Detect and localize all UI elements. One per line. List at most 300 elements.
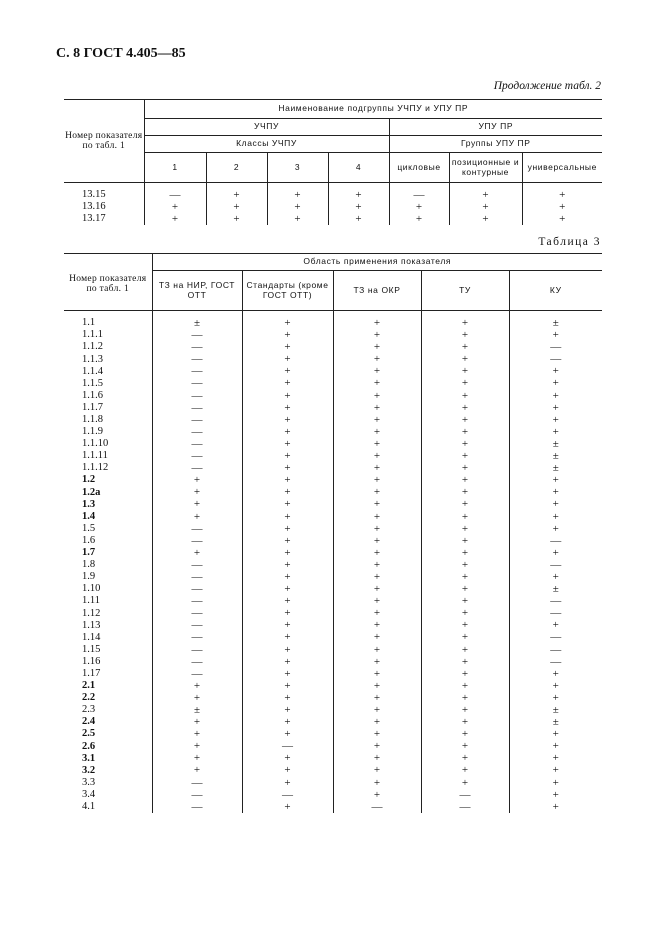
t3-cell: + <box>333 390 421 402</box>
t3-cell: + <box>509 777 602 789</box>
t3-cell: + <box>333 535 421 547</box>
t3-cell: + <box>242 402 333 414</box>
t3-row-number: 1.11 <box>82 595 100 607</box>
t3-cell: + <box>421 486 509 498</box>
t3-cell: + <box>421 311 509 330</box>
table-3 <box>64 253 602 813</box>
t3-cell: + <box>242 498 333 510</box>
t3-cell: + <box>333 764 421 776</box>
t3-cell: — <box>152 353 242 365</box>
t3-cell: + <box>421 353 509 365</box>
t3-cell: + <box>242 486 333 498</box>
t3-row-number: 1.7 <box>82 547 96 559</box>
t2-cell: + <box>267 213 328 225</box>
t3-row <box>64 789 602 801</box>
t3-row-number: 1.17 <box>82 667 101 679</box>
t3-row <box>64 486 602 498</box>
t3-cell: + <box>242 680 333 692</box>
t3-cell: — <box>152 595 242 607</box>
t3-cell: + <box>152 752 242 764</box>
t2-class-3: 3 <box>267 153 328 183</box>
t2-row <box>64 183 602 202</box>
t3-cell: — <box>152 329 242 341</box>
t3-cell: — <box>421 789 509 801</box>
t3-cell: + <box>333 619 421 631</box>
t3-cell: + <box>242 752 333 764</box>
t3-cell: ± <box>152 704 242 716</box>
t3-row <box>64 777 602 789</box>
t3-cell: + <box>333 559 421 571</box>
t3-row <box>64 390 602 402</box>
t3-cell: + <box>421 547 509 559</box>
t3-row-number: 1.1.12 <box>82 462 109 474</box>
t3-cell: + <box>333 583 421 595</box>
t3-row <box>64 311 602 330</box>
t3-cell: — <box>152 450 242 462</box>
t3-cell: — <box>242 740 333 752</box>
t3-cell: + <box>421 559 509 571</box>
t3-row-number: 2.5 <box>82 728 96 740</box>
t2-cell: + <box>522 183 602 202</box>
t3-cell: + <box>421 402 509 414</box>
t3-cell: + <box>242 535 333 547</box>
t3-row-number: 3.4 <box>82 788 96 800</box>
t3-cell: — <box>152 390 242 402</box>
t3-cell: + <box>421 426 509 438</box>
t3-cell: + <box>421 414 509 426</box>
t3-cell: + <box>242 377 333 389</box>
t3-cell: + <box>242 365 333 377</box>
t3-cell: + <box>242 692 333 704</box>
t3-cell: + <box>242 777 333 789</box>
t3-cell: — <box>152 631 242 643</box>
t3-cell: + <box>333 498 421 510</box>
t3-row-number: 1.1.8 <box>82 414 103 426</box>
t2-cell: + <box>328 213 389 225</box>
t3-cell: + <box>333 329 421 341</box>
t3-cell: + <box>509 692 602 704</box>
t3-cell: — <box>152 535 242 547</box>
t3-cell: + <box>509 801 602 813</box>
t3-row-number: 1.1.3 <box>82 353 103 365</box>
t3-cell: + <box>509 547 602 559</box>
t3-cell: + <box>509 752 602 764</box>
t2-cell: + <box>449 201 522 213</box>
t2-class-1: 1 <box>144 153 206 183</box>
t3-row <box>64 692 602 704</box>
t2-groups-header: Группы УПУ ПР <box>389 136 602 153</box>
t3-cell: + <box>509 377 602 389</box>
t3-cell: + <box>509 486 602 498</box>
t3-cell: + <box>242 511 333 523</box>
t3-row <box>64 704 602 716</box>
t2-uchpu-header: УЧПУ <box>144 119 389 136</box>
t2-class-4: 4 <box>328 153 389 183</box>
t2-row <box>64 201 602 213</box>
table3-caption: Таблица 3 <box>538 236 601 248</box>
t2-cell: + <box>328 201 389 213</box>
t2-cell: + <box>144 201 206 213</box>
t3-cell: — <box>509 607 602 619</box>
t3-row-number: 1.3 <box>82 498 96 510</box>
t3-cell: — <box>509 644 602 656</box>
t3-cell: + <box>421 377 509 389</box>
t3-cell: + <box>152 511 242 523</box>
t3-cell: + <box>509 571 602 583</box>
t2-cell: + <box>389 213 449 225</box>
t3-col-tu: ТУ <box>421 271 509 311</box>
t3-cell: + <box>333 486 421 498</box>
t3-cell: + <box>509 728 602 740</box>
t3-cell: + <box>333 668 421 680</box>
t3-cell: + <box>421 498 509 510</box>
t3-cell: — <box>509 535 602 547</box>
t3-cell: + <box>242 607 333 619</box>
t3-row <box>64 728 602 740</box>
t3-cell: — <box>242 789 333 801</box>
t3-cell: ± <box>509 583 602 595</box>
t3-cell: + <box>333 311 421 330</box>
t3-cell: + <box>421 523 509 535</box>
t3-cell: + <box>242 353 333 365</box>
t3-cell: + <box>509 498 602 510</box>
t3-cell: + <box>242 728 333 740</box>
t3-cell: + <box>333 752 421 764</box>
t3-cell: + <box>152 740 242 752</box>
t3-row <box>64 438 602 450</box>
table-2 <box>64 99 602 225</box>
t3-cell: + <box>421 764 509 776</box>
t3-cell: + <box>333 631 421 643</box>
t3-row <box>64 764 602 776</box>
t2-cell: — <box>144 183 206 202</box>
t3-row <box>64 801 602 813</box>
t3-cell: + <box>333 414 421 426</box>
t3-cell: — <box>421 801 509 813</box>
t3-row-number: 1.1.1 <box>82 329 103 341</box>
t3-cell: + <box>509 414 602 426</box>
t2-group-positional: позиционные и контурные <box>449 153 522 183</box>
t3-cell: — <box>152 656 242 668</box>
t3-row-number: 1.1.7 <box>82 401 103 413</box>
t3-row-number: 1.1.2 <box>82 341 103 353</box>
t3-cell: — <box>152 801 242 813</box>
t3-cell: + <box>333 523 421 535</box>
t3-cell: + <box>242 631 333 643</box>
t3-cell: + <box>333 728 421 740</box>
t3-cell: + <box>333 704 421 716</box>
t3-row-number: 1.1.11 <box>82 450 108 462</box>
t3-cell: + <box>333 740 421 752</box>
t2-cell: + <box>522 201 602 213</box>
t3-row-number: 3.2 <box>82 764 96 776</box>
t3-row <box>64 341 602 353</box>
t3-cell: + <box>421 535 509 547</box>
t3-row <box>64 535 602 547</box>
t3-row <box>64 402 602 414</box>
t3-cell: — <box>152 377 242 389</box>
t3-cell: + <box>152 498 242 510</box>
t3-cell: — <box>509 631 602 643</box>
t3-row-number: 1.10 <box>82 583 101 595</box>
t2-main-header: Наименование подгруппы УЧПУ и УПУ ПР <box>144 100 602 119</box>
t3-cell: — <box>152 426 242 438</box>
t3-cell: + <box>333 607 421 619</box>
t3-row-number: 1.2а <box>82 486 101 498</box>
t3-cell: — <box>152 438 242 450</box>
t3-cell: + <box>152 474 242 486</box>
t3-row <box>64 377 602 389</box>
t3-cell: + <box>333 365 421 377</box>
t3-cell: + <box>242 311 333 330</box>
t3-cell: + <box>242 595 333 607</box>
t3-row <box>64 511 602 523</box>
t3-col-number-header: Номер показателя по табл. 1 <box>64 254 152 311</box>
t3-cell: + <box>421 777 509 789</box>
t3-row <box>64 680 602 692</box>
t3-row-number: 1.1.10 <box>82 438 109 450</box>
t3-cell: + <box>242 390 333 402</box>
t2-cell: + <box>206 213 267 225</box>
t3-cell: + <box>509 474 602 486</box>
t3-cell: + <box>333 716 421 728</box>
t3-row <box>64 498 602 510</box>
t3-cell: + <box>333 644 421 656</box>
t3-row <box>64 474 602 486</box>
t3-row-number: 1.12 <box>82 607 101 619</box>
t3-cell: — <box>333 801 421 813</box>
t3-row <box>64 644 602 656</box>
t2-col-number-header: Номер показателя по табл. 1 <box>64 100 144 183</box>
t3-cell: + <box>421 438 509 450</box>
t3-cell: + <box>242 438 333 450</box>
t3-cell: + <box>421 595 509 607</box>
t3-cell: + <box>242 414 333 426</box>
t3-cell: — <box>152 365 242 377</box>
t3-row <box>64 595 602 607</box>
t3-cell: + <box>509 511 602 523</box>
t3-row <box>64 716 602 728</box>
t3-cell: ± <box>509 704 602 716</box>
t3-cell: + <box>333 438 421 450</box>
t3-row <box>64 450 602 462</box>
t3-cell: + <box>333 571 421 583</box>
t3-row-number: 1.1.6 <box>82 389 103 401</box>
t3-row-number: 2.6 <box>82 740 96 752</box>
t3-row <box>64 740 602 752</box>
t2-cell: — <box>389 183 449 202</box>
t3-cell: + <box>421 511 509 523</box>
t3-row <box>64 619 602 631</box>
t3-cell: + <box>152 547 242 559</box>
t2-cell: + <box>144 213 206 225</box>
t2-row-number: 13.15 <box>82 189 106 201</box>
t3-cell: + <box>509 789 602 801</box>
t2-group-cyclic: цикловые <box>389 153 449 183</box>
t3-cell: + <box>421 583 509 595</box>
t3-cell: + <box>333 462 421 474</box>
t3-cell: + <box>242 547 333 559</box>
t3-cell: + <box>333 547 421 559</box>
t3-cell: + <box>333 777 421 789</box>
t2-cell: + <box>267 201 328 213</box>
t2-cell: + <box>449 183 522 202</box>
t3-cell: + <box>242 474 333 486</box>
t2-cell: + <box>267 183 328 202</box>
t3-cell: — <box>152 789 242 801</box>
t2-row-number: 13.16 <box>82 201 106 213</box>
t3-row-number: 1.13 <box>82 619 101 631</box>
t3-cell: — <box>152 644 242 656</box>
t3-cell: — <box>152 571 242 583</box>
t3-cell: + <box>333 341 421 353</box>
t3-row-number: 1.1.5 <box>82 377 103 389</box>
t3-row-number: 1.8 <box>82 559 96 571</box>
t3-cell: + <box>509 668 602 680</box>
t3-cell: + <box>242 462 333 474</box>
t3-cell: + <box>333 789 421 801</box>
t3-cell: ± <box>509 311 602 330</box>
t3-cell: + <box>242 341 333 353</box>
t3-cell: — <box>509 341 602 353</box>
t3-row-number: 4.1 <box>82 801 96 813</box>
t3-cell: + <box>421 740 509 752</box>
t3-col-tz-okr: ТЗ на ОКР <box>333 271 421 311</box>
t3-cell: + <box>242 426 333 438</box>
t3-cell: + <box>421 692 509 704</box>
t3-row-number: 1.5 <box>82 522 96 534</box>
t3-row <box>64 547 602 559</box>
t2-row <box>64 213 602 225</box>
t3-row <box>64 607 602 619</box>
t3-cell: + <box>242 329 333 341</box>
t3-cell: + <box>421 619 509 631</box>
t3-cell: — <box>152 607 242 619</box>
t3-cell: — <box>152 559 242 571</box>
t3-cell: + <box>421 752 509 764</box>
t3-cell: + <box>333 692 421 704</box>
t3-row-number: 2.2 <box>82 692 96 704</box>
t3-cell: — <box>152 402 242 414</box>
t3-cell: — <box>152 341 242 353</box>
t3-cell: + <box>509 426 602 438</box>
t3-cell: + <box>333 450 421 462</box>
t3-cell: + <box>421 462 509 474</box>
t3-row-number: 2.4 <box>82 716 96 728</box>
t3-cell: + <box>509 619 602 631</box>
t2-cell: + <box>328 183 389 202</box>
t3-cell: + <box>333 474 421 486</box>
t3-cell: — <box>152 523 242 535</box>
t3-cell: + <box>242 801 333 813</box>
t3-cell: + <box>242 619 333 631</box>
t2-classes-header: Классы УЧПУ <box>144 136 389 153</box>
t3-row-number: 1.1.9 <box>82 426 103 438</box>
t3-cell: + <box>421 644 509 656</box>
t3-cell: + <box>152 716 242 728</box>
t3-cell: + <box>333 595 421 607</box>
t3-main-header: Область применения показателя <box>152 254 602 271</box>
t3-cell: + <box>242 559 333 571</box>
t2-cell: + <box>522 213 602 225</box>
page-header: С. 8 ГОСТ 4.405—85 <box>56 46 186 61</box>
t3-col-tz-nir: ТЗ на НИР, ГОСТ ОТТ <box>152 271 242 311</box>
t3-cell: + <box>333 680 421 692</box>
t3-cell: + <box>242 583 333 595</box>
t3-cell: + <box>242 450 333 462</box>
continuation-label: Продолжение табл. 2 <box>493 80 601 92</box>
t3-cell: ± <box>509 450 602 462</box>
t3-row <box>64 668 602 680</box>
t3-cell: ± <box>509 462 602 474</box>
t3-row <box>64 329 602 341</box>
t3-cell: — <box>152 668 242 680</box>
t3-cell: + <box>333 353 421 365</box>
t3-col-standards: Стандарты (кроме ГОСТ ОТТ) <box>242 271 333 311</box>
t3-cell: + <box>421 450 509 462</box>
t3-cell: — <box>152 414 242 426</box>
t3-cell: + <box>509 329 602 341</box>
t3-cell: + <box>421 631 509 643</box>
t3-cell: + <box>421 329 509 341</box>
t3-cell: + <box>242 656 333 668</box>
t3-row <box>64 656 602 668</box>
t3-cell: + <box>421 704 509 716</box>
t3-row <box>64 752 602 764</box>
t3-cell: — <box>509 656 602 668</box>
t3-col-ku: КУ <box>509 271 602 311</box>
t3-cell: + <box>333 402 421 414</box>
t3-row <box>64 353 602 365</box>
t3-cell: + <box>421 341 509 353</box>
t3-cell: + <box>421 728 509 740</box>
t3-row-number: 1.1.4 <box>82 365 103 377</box>
t2-row-number: 13.17 <box>82 213 106 225</box>
t3-row-number: 1.1 <box>82 317 96 329</box>
t2-group-universal: универсальные <box>522 153 602 183</box>
t3-cell: ± <box>152 311 242 330</box>
t2-cell: + <box>206 183 267 202</box>
t3-cell: + <box>242 523 333 535</box>
t3-cell: — <box>509 559 602 571</box>
t3-cell: + <box>152 486 242 498</box>
t3-cell: + <box>242 571 333 583</box>
t3-cell: + <box>421 656 509 668</box>
t3-row-number: 2.3 <box>82 704 96 716</box>
t3-cell: + <box>333 511 421 523</box>
t3-cell: — <box>152 462 242 474</box>
t3-cell: + <box>509 764 602 776</box>
t3-cell: + <box>509 523 602 535</box>
t3-cell: + <box>152 728 242 740</box>
t3-cell: — <box>509 353 602 365</box>
t3-row-number: 2.1 <box>82 680 96 692</box>
t3-cell: + <box>242 716 333 728</box>
t3-row <box>64 631 602 643</box>
t3-cell: + <box>242 644 333 656</box>
t3-cell: + <box>509 402 602 414</box>
t3-cell: + <box>242 704 333 716</box>
t2-upu-header: УПУ ПР <box>389 119 602 136</box>
t3-cell: + <box>509 365 602 377</box>
t3-row <box>64 462 602 474</box>
t3-cell: + <box>421 474 509 486</box>
t3-row-number: 1.14 <box>82 631 101 643</box>
t3-cell: + <box>152 692 242 704</box>
t3-row <box>64 365 602 377</box>
t3-row-number: 1.9 <box>82 571 96 583</box>
t3-row-number: 1.15 <box>82 643 101 655</box>
